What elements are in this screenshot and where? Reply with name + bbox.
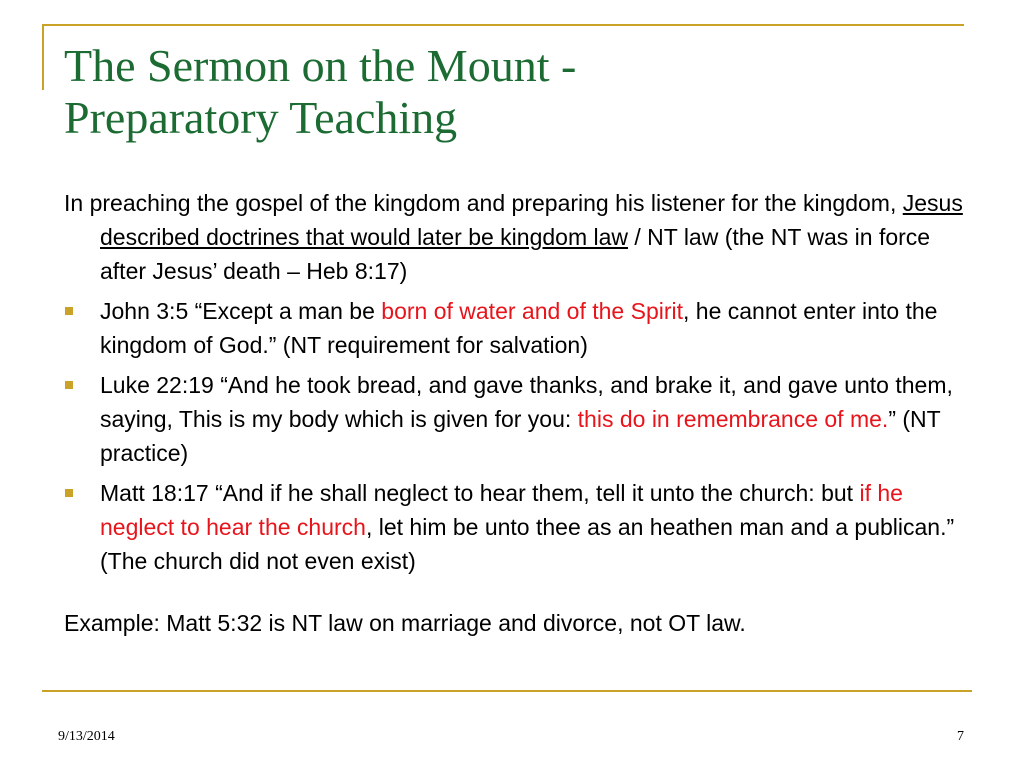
example-paragraph: Example: Matt 5:32 is NT law on marriage and divorce, not OT law. bbox=[64, 610, 746, 636]
bullet-text-before: Luke 22:19 “And he took bread, and gave thanks, and brake it, and gave unto them, saying, This is my body which is given for you: bbox=[100, 372, 953, 432]
bullet-text-after: , he cannot enter into the kingdom of God.” (NT requirement for salvation) bbox=[100, 298, 938, 358]
intro-text-start: In preaching the gospel of the kingdom and preparing his listener for the kingdom, bbox=[64, 190, 903, 216]
bullet-text-before: Matt 18:17 “And if he shall neglect to hear them, tell it unto the church: but bbox=[100, 480, 860, 506]
slide-title-line-2: Preparatory Teaching bbox=[64, 92, 458, 143]
bullet-item-matt bbox=[64, 476, 964, 578]
bullet-text-before: John 3:5 “Except a man be bbox=[100, 298, 382, 324]
frame-top-rule bbox=[42, 24, 964, 26]
intro-text-end: / NT law (the NT was in force after Jesus’ death – Heb 8:17) bbox=[100, 224, 931, 284]
slide-body bbox=[64, 186, 964, 640]
bullet-text-after: , let him be unto thee as an heathen man and a publican.” (The church did not even exist) bbox=[100, 514, 955, 574]
frame-left-rule bbox=[42, 24, 44, 90]
bullet-highlight: this do in remembrance of me. bbox=[577, 406, 889, 432]
intro-underlined-text: Jesus described doctrines that would later be kingdom law bbox=[100, 190, 963, 250]
bullet-highlight: if he neglect to hear the church bbox=[100, 480, 903, 540]
bullet-item-john bbox=[64, 294, 964, 362]
square-bullet-icon bbox=[65, 307, 73, 315]
bullet-highlight: born of water and of the Spirit bbox=[381, 298, 684, 324]
footer-rule bbox=[42, 690, 972, 692]
footer-page-number: 7 bbox=[957, 729, 964, 744]
footer-date: 9/13/2014 bbox=[58, 729, 115, 744]
slide-title bbox=[64, 40, 964, 144]
bullet-text-after: ” (NT practice) bbox=[100, 406, 941, 466]
square-bullet-icon bbox=[65, 489, 73, 497]
bullet-item-luke bbox=[64, 368, 964, 470]
slide-title-line-1: The Sermon on the Mount - bbox=[64, 40, 577, 91]
intro-paragraph bbox=[64, 186, 964, 288]
square-bullet-icon bbox=[65, 381, 73, 389]
bullet-list bbox=[64, 294, 964, 578]
